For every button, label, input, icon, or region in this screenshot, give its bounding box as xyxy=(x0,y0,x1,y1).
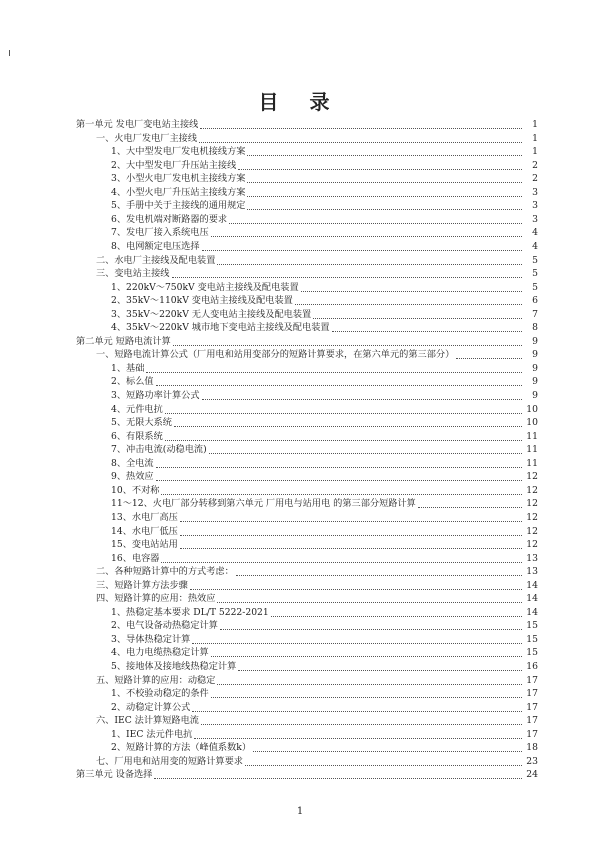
dot-leader xyxy=(172,277,523,278)
dot-leader xyxy=(247,155,522,156)
toc-entry xyxy=(0,213,600,227)
toc-entry xyxy=(0,525,600,539)
toc-entry-page: 24 xyxy=(526,769,538,781)
toc-entry xyxy=(0,457,600,471)
toc-entry-page: 13 xyxy=(526,552,538,564)
toc-entry-page: 11 xyxy=(526,444,538,456)
dot-leader xyxy=(192,643,522,644)
dot-leader xyxy=(202,399,522,400)
dot-leader xyxy=(192,711,522,712)
toc-entry-title: 一、火电厂发电厂主接线 xyxy=(96,132,198,144)
dot-leader xyxy=(201,724,522,725)
dot-leader xyxy=(211,236,522,237)
toc-entry xyxy=(0,755,600,769)
toc-entry xyxy=(0,240,600,254)
toc-entry xyxy=(0,565,600,579)
toc-entry-title: 第一单元 发电厂变电站主接线 xyxy=(76,119,199,130)
toc-entry-page: 5 xyxy=(532,281,538,293)
dot-leader xyxy=(194,738,522,739)
toc-entry xyxy=(0,348,600,362)
dot-leader xyxy=(247,182,522,183)
toc-entry xyxy=(0,172,600,186)
toc-entry-page: 14 xyxy=(526,579,538,591)
toc-entry xyxy=(0,145,600,159)
toc-entry-page: 17 xyxy=(526,701,538,713)
toc-entry-title: 9、热效应 xyxy=(111,471,154,483)
toc-entry-page: 17 xyxy=(526,728,538,740)
dot-leader xyxy=(154,778,522,779)
toc-entry-title: 11～12、火电厂部分转移到第六单元 厂用电与站用电 的第三部分短路计算 xyxy=(111,498,416,510)
toc-entry-page: 3 xyxy=(532,213,538,225)
toc-entry xyxy=(0,728,600,742)
toc-entry-page: 17 xyxy=(526,674,538,686)
dot-leader xyxy=(247,196,522,197)
toc-entry-page: 14 xyxy=(526,593,538,605)
dot-leader xyxy=(301,291,522,292)
toc-entry-title: 3、35kV～220kV 无人变电站主接线及配电装置 xyxy=(111,308,312,320)
dot-leader xyxy=(217,602,522,603)
toc-entry-page: 4 xyxy=(532,227,538,239)
toc-entry xyxy=(0,701,600,715)
toc-entry xyxy=(0,186,600,200)
toc-entry xyxy=(0,254,600,268)
toc-entry xyxy=(0,362,600,376)
toc-entry-title: 1、基础 xyxy=(111,362,145,374)
dot-leader xyxy=(174,426,522,427)
dot-leader xyxy=(271,616,522,617)
page-number: 1 xyxy=(296,806,304,817)
dot-leader xyxy=(156,385,522,386)
dot-leader xyxy=(217,264,522,265)
toc-entry xyxy=(0,199,600,213)
toc-entry-page: 5 xyxy=(532,268,538,280)
toc-entry-page: 15 xyxy=(526,620,538,632)
dot-leader xyxy=(211,656,522,657)
toc-entry-page: 12 xyxy=(526,525,538,537)
toc-entry-title: 第三单元 设备选择 xyxy=(76,769,153,781)
toc-entry-title: 2、标么值 xyxy=(111,376,154,388)
toc-entry-page: 9 xyxy=(532,335,538,347)
dot-leader xyxy=(173,345,522,346)
toc-entry-page: 6 xyxy=(532,295,538,307)
toc-entry-page: 9 xyxy=(532,390,538,401)
toc-entry-page: 10 xyxy=(526,417,538,429)
toc-entry-title: 14、水电厂低压 xyxy=(111,525,178,537)
toc-entry-page: 8 xyxy=(532,322,538,334)
toc-entry-title: 一、短路电流计算公式（厂用电和站用变部分的短路计算要求，在第六单元的第三部分） xyxy=(96,349,455,361)
toc-entry-page: 12 xyxy=(526,539,538,551)
toc-entry xyxy=(0,579,600,593)
toc-entry-title: 3、导体热稳定计算 xyxy=(111,633,191,645)
toc-entry-title: 六、IEC 法计算短路电流 xyxy=(96,715,199,727)
toc-entry-title: 二、水电厂主接线及配电装置 xyxy=(96,254,216,266)
toc-entry xyxy=(0,470,600,484)
dot-leader xyxy=(165,440,522,441)
dot-leader xyxy=(229,223,522,224)
toc-entry xyxy=(0,335,600,349)
dot-leader xyxy=(180,548,522,549)
dot-leader xyxy=(456,358,522,359)
toc-entry-page: 12 xyxy=(526,498,538,510)
dot-leader xyxy=(238,169,522,170)
dot-leader xyxy=(202,250,522,251)
dot-leader xyxy=(332,331,522,332)
toc-entry-title: 1、不校验动稳定的条件 xyxy=(111,688,209,700)
toc-entry xyxy=(0,308,600,322)
toc-entry-title: 3、小型火电厂发电机主接线方案 xyxy=(111,173,246,185)
dot-leader xyxy=(200,128,522,129)
toc-entry-title: 2、动稳定计算公式 xyxy=(111,701,191,713)
toc-entry xyxy=(0,281,600,295)
toc-entry-page: 17 xyxy=(526,715,538,727)
dot-leader xyxy=(236,575,522,576)
toc-entry-page: 9 xyxy=(532,349,538,361)
toc-entry xyxy=(0,321,600,335)
toc-entry-page: 15 xyxy=(526,633,538,645)
toc-entry-page: 9 xyxy=(532,362,538,374)
toc-entry-page: 23 xyxy=(526,755,538,767)
toc-entry xyxy=(0,660,600,674)
toc-entry-page: 5 xyxy=(532,254,538,266)
dot-leader xyxy=(247,209,522,210)
toc-entry xyxy=(0,687,600,701)
toc-entry-title: 7、发电厂接入系统电压 xyxy=(111,227,209,239)
dot-leader xyxy=(180,535,522,536)
toc-entry xyxy=(0,741,600,755)
toc-entry-page: 10 xyxy=(526,403,538,415)
toc-entry xyxy=(0,226,600,240)
toc-entry-title: 1、220kV～750kV 变电站主接线及配电装置 xyxy=(111,281,299,293)
toc-entry-title: 4、小型火电厂升压站主接线方案 xyxy=(111,186,246,198)
toc-entry-title: 第二单元 短路电流计算 xyxy=(76,335,171,347)
toc-entry-title: 三、短路计算方法步骤 xyxy=(96,579,188,591)
toc-entry-title: 1、热稳定基本要求 DL/T 5222-2021 xyxy=(111,606,269,618)
toc-entry-title: 10、不对称 xyxy=(111,484,160,496)
toc-entry-title: 4、电力电缆热稳定计算 xyxy=(111,647,209,659)
toc-entry xyxy=(0,389,600,403)
toc-entry-page: 12 xyxy=(526,471,538,483)
toc-entry-page: 3 xyxy=(532,200,538,212)
toc-entry xyxy=(0,511,600,525)
toc-entry-title: 4、35kV～220kV 城市地下变电站主接线及配电装置 xyxy=(111,322,330,334)
toc-entry-page: 11 xyxy=(526,457,538,469)
toc-entry xyxy=(0,430,600,444)
toc-entry-page: 1 xyxy=(532,119,538,130)
toc-entry-page: 14 xyxy=(526,606,538,618)
toc-entry-page: 7 xyxy=(532,308,538,320)
dot-leader xyxy=(161,562,522,563)
toc-entry-title: 6、有限系统 xyxy=(111,430,163,442)
dot-leader xyxy=(199,142,522,143)
dot-leader xyxy=(156,467,522,468)
dot-leader xyxy=(217,684,522,685)
toc-entry-page: 11 xyxy=(526,430,538,442)
toc-entry-title: 16、电容器 xyxy=(111,552,160,564)
toc-entry-title: 二、各种短路计算中的方式考虑： xyxy=(96,566,234,578)
dot-leader xyxy=(313,318,522,319)
dot-leader xyxy=(156,480,522,481)
dot-leader xyxy=(295,304,522,305)
toc-entry xyxy=(0,674,600,688)
toc-entry xyxy=(0,375,600,389)
toc-entry xyxy=(0,416,600,430)
toc-entry xyxy=(0,267,600,281)
dot-leader xyxy=(146,372,522,373)
toc-entry-page: 2 xyxy=(532,159,538,171)
toc-entry-page: 12 xyxy=(526,511,538,523)
toc-entry xyxy=(0,538,600,552)
toc-entry xyxy=(0,443,600,457)
dot-leader xyxy=(180,521,522,522)
toc-entry xyxy=(0,294,600,308)
toc-entry-title: 四、短路计算的应用：热效应 xyxy=(96,593,216,605)
toc-entry-title: 5、无限大系统 xyxy=(111,417,172,429)
toc-entry-page: 12 xyxy=(526,484,538,496)
toc-entry-title: 8、电网额定电压选择 xyxy=(111,240,200,252)
dot-leader xyxy=(190,589,522,590)
toc-entry-title: 13、水电厂高压 xyxy=(111,511,178,523)
toc-entry xyxy=(0,118,600,132)
toc-entry-title: 8、全电流 xyxy=(111,457,154,469)
toc-entry-page: 13 xyxy=(526,566,538,578)
toc-entry-title: 1、大中型发电厂发电机接线方案 xyxy=(111,146,246,158)
toc-entry-title: 5、手册中关于主接线的通用规定 xyxy=(111,200,246,212)
toc-entry-page: 9 xyxy=(532,376,538,388)
toc-entry-title: 七、厂用电和站用变的短路计算要求 xyxy=(96,755,243,767)
toc-entry-page: 18 xyxy=(526,742,538,754)
toc-entry-title: 7、冲击电流(动稳电流) xyxy=(111,444,207,456)
toc-entry xyxy=(0,633,600,647)
toc-entry xyxy=(0,552,600,566)
dot-leader xyxy=(238,670,522,671)
toc-entry-title: 2、大中型发电厂升压站主接线 xyxy=(111,159,237,171)
toc-entry-page: 1 xyxy=(532,146,538,158)
toc-entry-title: 2、电气设备动热稳定计算 xyxy=(111,620,218,632)
toc-entry-page: 3 xyxy=(532,186,538,198)
toc-entry xyxy=(0,646,600,660)
toc-entry-page: 15 xyxy=(526,647,538,659)
toc-entry-page: 1 xyxy=(532,132,538,144)
toc-entry-page: 16 xyxy=(526,661,538,672)
toc-entry-page: 2 xyxy=(532,173,538,185)
toc-entry xyxy=(0,619,600,633)
dot-leader xyxy=(211,697,522,698)
toc-entry-title: 4、元件电抗 xyxy=(111,403,163,415)
toc-entry-title: 2、短路计算的方法（峰值系数k） xyxy=(111,742,252,754)
toc-entry-title: 6、发电机端对断路器的要求 xyxy=(111,213,228,225)
dot-leader xyxy=(245,765,522,766)
toc-entry-title: 5、接地体及接地线热稳定计算 xyxy=(111,661,237,672)
toc-entry-page: 4 xyxy=(532,240,538,252)
dot-leader xyxy=(253,751,522,752)
toc-entry-title: 1、IEC 法元件电抗 xyxy=(111,728,193,740)
toc-entry xyxy=(0,484,600,498)
margin-mark xyxy=(9,50,10,56)
toc-entry-title: 五、短路计算的应用：动稳定 xyxy=(96,674,216,686)
dot-leader xyxy=(161,494,522,495)
dot-leader xyxy=(418,507,522,508)
toc-entry xyxy=(0,497,600,511)
dot-leader xyxy=(209,453,522,454)
toc-entry xyxy=(0,592,600,606)
page-title: 目 录 xyxy=(258,90,342,114)
toc-entry xyxy=(0,606,600,620)
toc-entry-title: 2、35kV～110kV 变电站主接线及配电装置 xyxy=(111,295,293,307)
toc-entry-page: 17 xyxy=(526,688,538,700)
toc-entry xyxy=(0,159,600,173)
toc-entry-title: 15、变电站站用 xyxy=(111,539,178,551)
toc-entry xyxy=(0,403,600,417)
toc-entry-title: 三、变电站主接线 xyxy=(96,268,170,280)
dot-leader xyxy=(220,629,522,630)
toc-entry xyxy=(0,768,600,782)
toc-entry xyxy=(0,714,600,728)
toc-entry-title: 3、短路功率计算公式 xyxy=(111,390,200,401)
toc-entry xyxy=(0,132,600,146)
dot-leader xyxy=(165,413,522,414)
